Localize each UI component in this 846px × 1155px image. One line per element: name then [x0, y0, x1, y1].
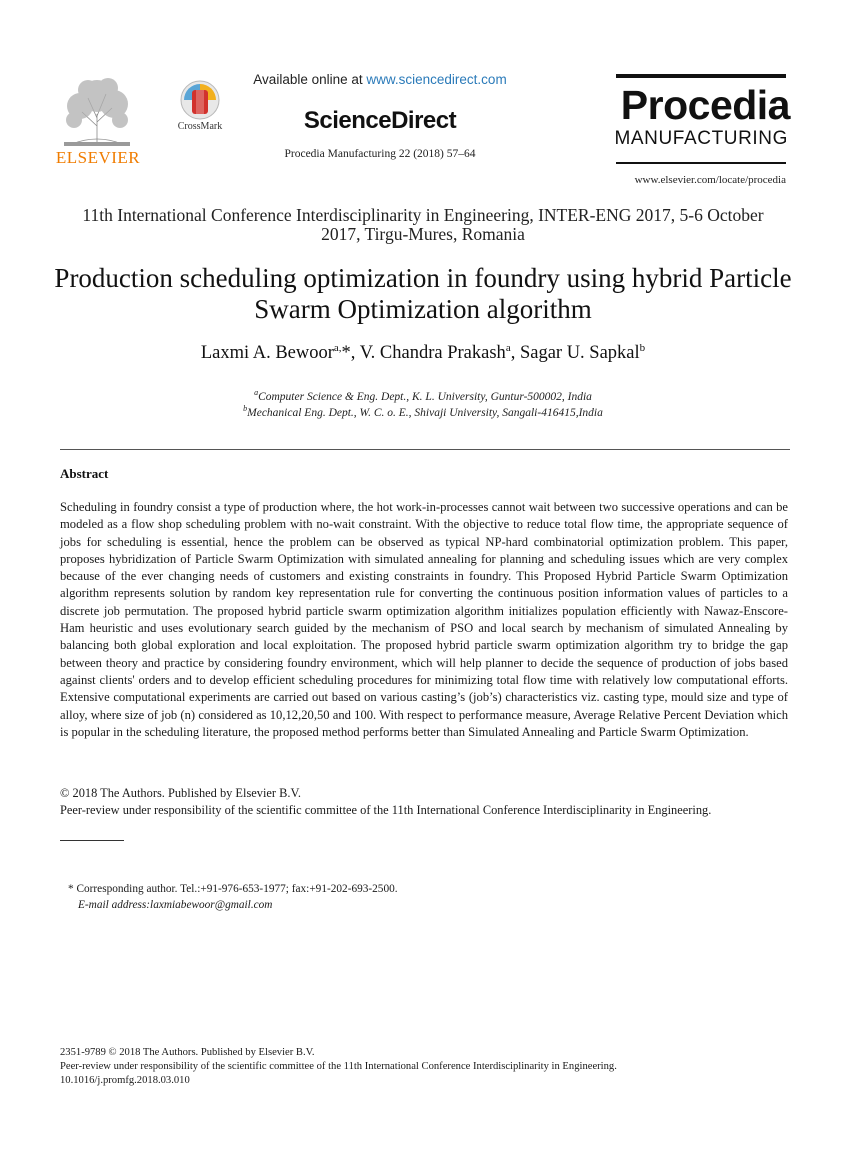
issn-line: 2351-9789 © 2018 The Authors. Published by Elsevier B.V.	[60, 1047, 315, 1058]
publication-info-footer	[60, 1046, 800, 1089]
author-affiliation-mark: a,	[333, 342, 342, 354]
author-affiliation-mark: a	[505, 342, 511, 354]
author-affiliation-mark: b	[639, 342, 646, 354]
elsevier-wordmark: ELSEVIER	[55, 148, 141, 167]
peer-review-line: Peer-review under responsibility of the scientific committee of the 11th International Conference Interdisciplinarity in Engineering.	[60, 802, 712, 817]
doi-line[interactable]: 10.1016/j.promfg.2018.03.010	[60, 1075, 190, 1087]
author-email[interactable]: E-mail address:laxmiabewoor@gmail.com	[78, 899, 273, 911]
corresponding-author-footnote	[68, 881, 768, 913]
paper-title-line-1: Production scheduling optimization in foundry using hybrid Particle	[54, 263, 792, 293]
footnote-rule	[60, 840, 124, 841]
author-separator: *,	[341, 343, 360, 364]
affiliation-b	[40, 404, 806, 419]
journal-reference: Procedia Manufacturing 22 (2018) 57–64	[284, 148, 476, 160]
author-name: V. Chandra Prakash	[359, 343, 506, 364]
footer-peer-review-line: Peer-review under responsibility of the scientific committee of the 11th International Conference Interdisciplinarity in Engineering.	[60, 1061, 617, 1073]
corresponding-author-line: * Corresponding author. Tel.:+91-976-653-1977; fax:+91-202-693-2500.	[68, 883, 398, 895]
affiliation-mark: b	[243, 404, 248, 413]
available-online-line	[230, 72, 530, 87]
author-name: Sagar U. Sapkal	[519, 343, 640, 364]
section-divider	[60, 449, 790, 450]
crossmark-label: CrossMark	[177, 121, 223, 132]
conference-line-1: 11th International Conference Interdisciplinarity in Engineering, INTER-ENG 2017, 5-6 October	[82, 205, 764, 225]
author-separator: ,	[510, 343, 520, 364]
sciencedirect-link[interactable]: www.sciencedirect.com	[366, 72, 507, 87]
author-name: Laxmi A. Bewoor	[200, 343, 334, 364]
paper-title-line-2: Swarm Optimization algorithm	[254, 294, 592, 324]
affiliation-text: Mechanical Eng. Dept., W. C. o. E., Shivaji University, Sangali-416415,India	[247, 406, 603, 419]
sciencedirect-title: ScienceDirect	[303, 107, 457, 134]
conference-info	[40, 206, 806, 244]
affiliation-a	[40, 388, 806, 403]
author-list	[40, 342, 806, 364]
abstract-body: Scheduling in foundry consist a type of production where, the hot work-in-processes cannot wait between two successive operations and can be modeled as a flow shop scheduling problem with no-wait constraint. With the objective to reduce total flow time, the appropriate sequence of jobs for scheduling is essential, hence the problem can be observed as typical NP-hard combinatorial optimization problem. This paper, proposes hybridization of Particle Swarm Optimization with simulated annealing for planning and scheduling issues which are very complex because of the ever changing needs of customers and existing constraints in foundry. This Proposed Hybrid Particle Swarm Optimization algorithm represents solution by random key representation rule for converting the continuous position information values of particles to a discrete job permutation. The proposed hybrid particle swarm optimization algorithm initializes population efficiently with Nawaz-Enscore-Ham heuristic and uses evolutionary search guided by the mechanism of PSO and local search by mechanism of simulated Annealing by balancing both global exploration and local exploitation. The proposed hybrid particle swarm optimization algorithm try to bridge the gap between theory and practice by considering foundry environment, which will help planner to decide the sequence of production of jobs based against clients' orders and to develop efficient scheduling procedures for minimizing total flow time with relatively low computational efforts. Extensive computational experiments are carried out based on various casting’s (job’s) characteristics viz. casting type, mould size and type of alloy, where size of job (n) considered as 10,12,20,50 and 100. With respect to performance measure, Average Relative Percent Deviation which is popular in the scheduling literature, the proposed method performs better than Simulated Annealing and Particle Swarm Optimization.	[60, 500, 788, 739]
conference-line-2: 2017, Tirgu-Mures, Romania	[321, 224, 525, 244]
journal-brand-procedia: Procedia	[620, 82, 790, 128]
journal-brand-top-rule	[616, 74, 786, 78]
journal-brand-bottom-rule	[616, 162, 786, 164]
copyright-block	[60, 785, 800, 818]
copyright-line: © 2018 The Authors. Published by Elsevier B.V.	[60, 786, 301, 800]
journal-brand-manufacturing: MANUFACTURING	[614, 128, 788, 149]
paper-title	[40, 263, 806, 325]
available-online-prefix: Available online at	[253, 72, 367, 87]
affiliation-mark: a	[254, 388, 259, 397]
abstract-heading: Abstract	[60, 466, 109, 481]
affiliation-text: Computer Science & Eng. Dept., K. L. University, Guntur-500002, India	[258, 390, 592, 403]
journal-url[interactable]: www.elsevier.com/locate/procedia	[634, 174, 786, 186]
